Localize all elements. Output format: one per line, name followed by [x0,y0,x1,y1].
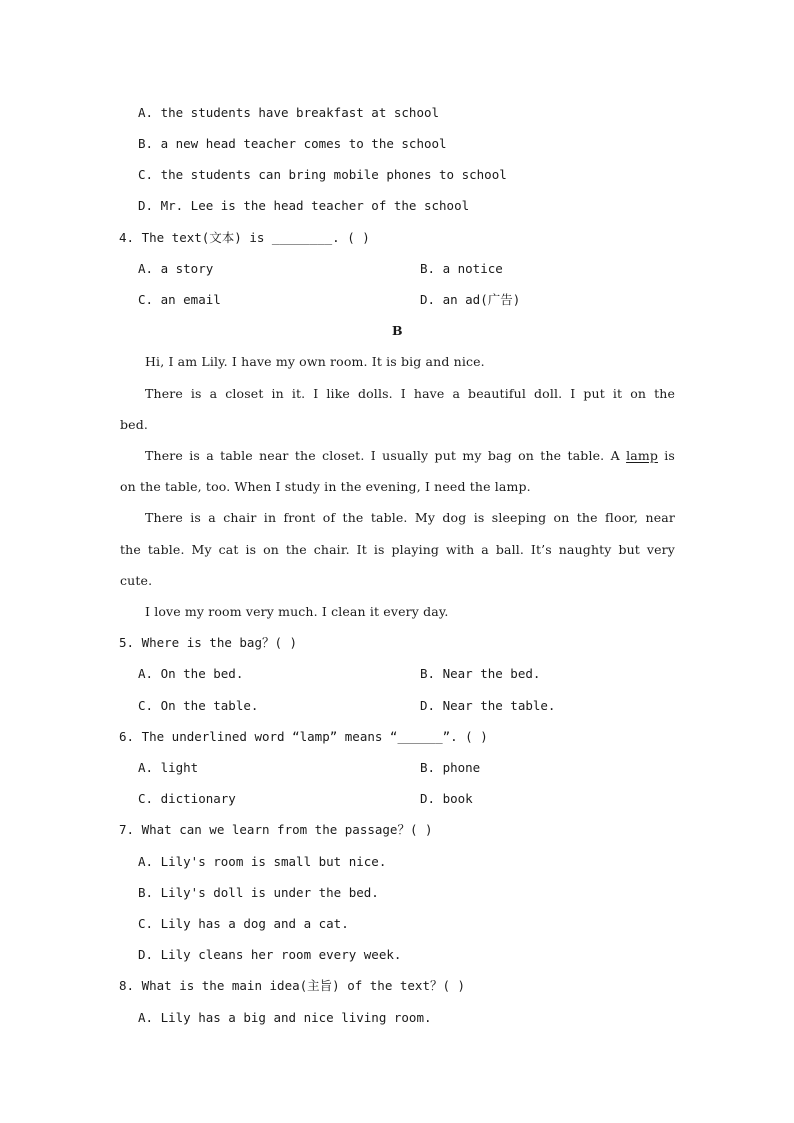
passage-text: is [657,448,675,463]
q5-option-c: C. On the table. [138,698,259,713]
q4-option-d: D. an ad(广告) [420,292,521,307]
passage-paragraph-5: I love my room very much. I clean it every day. [145,604,449,619]
passage-paragraph-4-line-1: There is a chair in front of the table. My dog is sleeping on the floor, near [145,510,675,525]
q5-option-d: D. Near the table. [420,698,556,713]
q3-option-c: C. the students can bring mobile phones to school [138,167,507,182]
q3-option-d: D. Mr. Lee is the head teacher of the school [138,198,470,213]
q5-option-a: A. On the bed. [138,666,244,681]
q6-question: 6. The underlined word “lamp” means “______”. ( ) [119,729,488,744]
q7-question: 7. What can we learn from the passage？( ) [119,822,433,837]
passage-paragraph-3-line-1 [145,448,675,464]
q8-question: 8. What is the main idea(主旨) of the text？( ) [119,978,466,993]
passage-paragraph-1: Hi, I am Lily. I have my own room. It is big and nice. [145,354,485,369]
q3-option-a: A. the students have breakfast at school [138,105,440,120]
passage-paragraph-2-line-1: There is a closet in it. I like dolls. I have a beautiful doll. I put it on the [145,386,675,401]
q6-option-a: A. light [138,760,199,775]
passage-paragraph-2-line-2: bed. [120,417,148,432]
passage-paragraph-4-line-3: cute. [120,573,153,588]
q4-question: 4. The text(文本) is ________. ( ) [119,230,370,245]
q7-option-b: B. Lily's doll is under the bed. [138,885,379,900]
q6-option-b: B. phone [420,760,481,775]
q4-option-b: B. a notice [420,261,503,276]
q6-option-c: C. dictionary [138,791,236,806]
q4-option-c: C. an email [138,292,221,307]
q3-option-b: B. a new head teacher comes to the school [138,136,447,151]
q7-option-d: D. Lily cleans her room every week. [138,947,402,962]
q5-option-b: B. Near the bed. [420,666,541,681]
passage-paragraph-3-line-2: on the table, too. When I study in the evening, I need the lamp. [120,479,531,494]
passage-text: There is a table near the closet. I usually put my bag on the table. A [145,448,627,463]
q5-question: 5. Where is the bag？( ) [119,635,298,650]
q4-option-a: A. a story [138,261,214,276]
q6-option-d: D. book [420,791,473,806]
q7-option-c: C. Lily has a dog and a cat. [138,916,349,931]
q8-option-a: A. Lily has a big and nice living room. [138,1010,432,1025]
underlined-word-lamp: lamp [626,448,658,463]
q7-option-a: A. Lily's room is small but nice. [138,854,387,869]
passage-paragraph-4-line-2: the table. My cat is on the chair. It is playing with a ball. It’s naughty but very [120,542,675,557]
section-b-title: B [392,323,403,338]
